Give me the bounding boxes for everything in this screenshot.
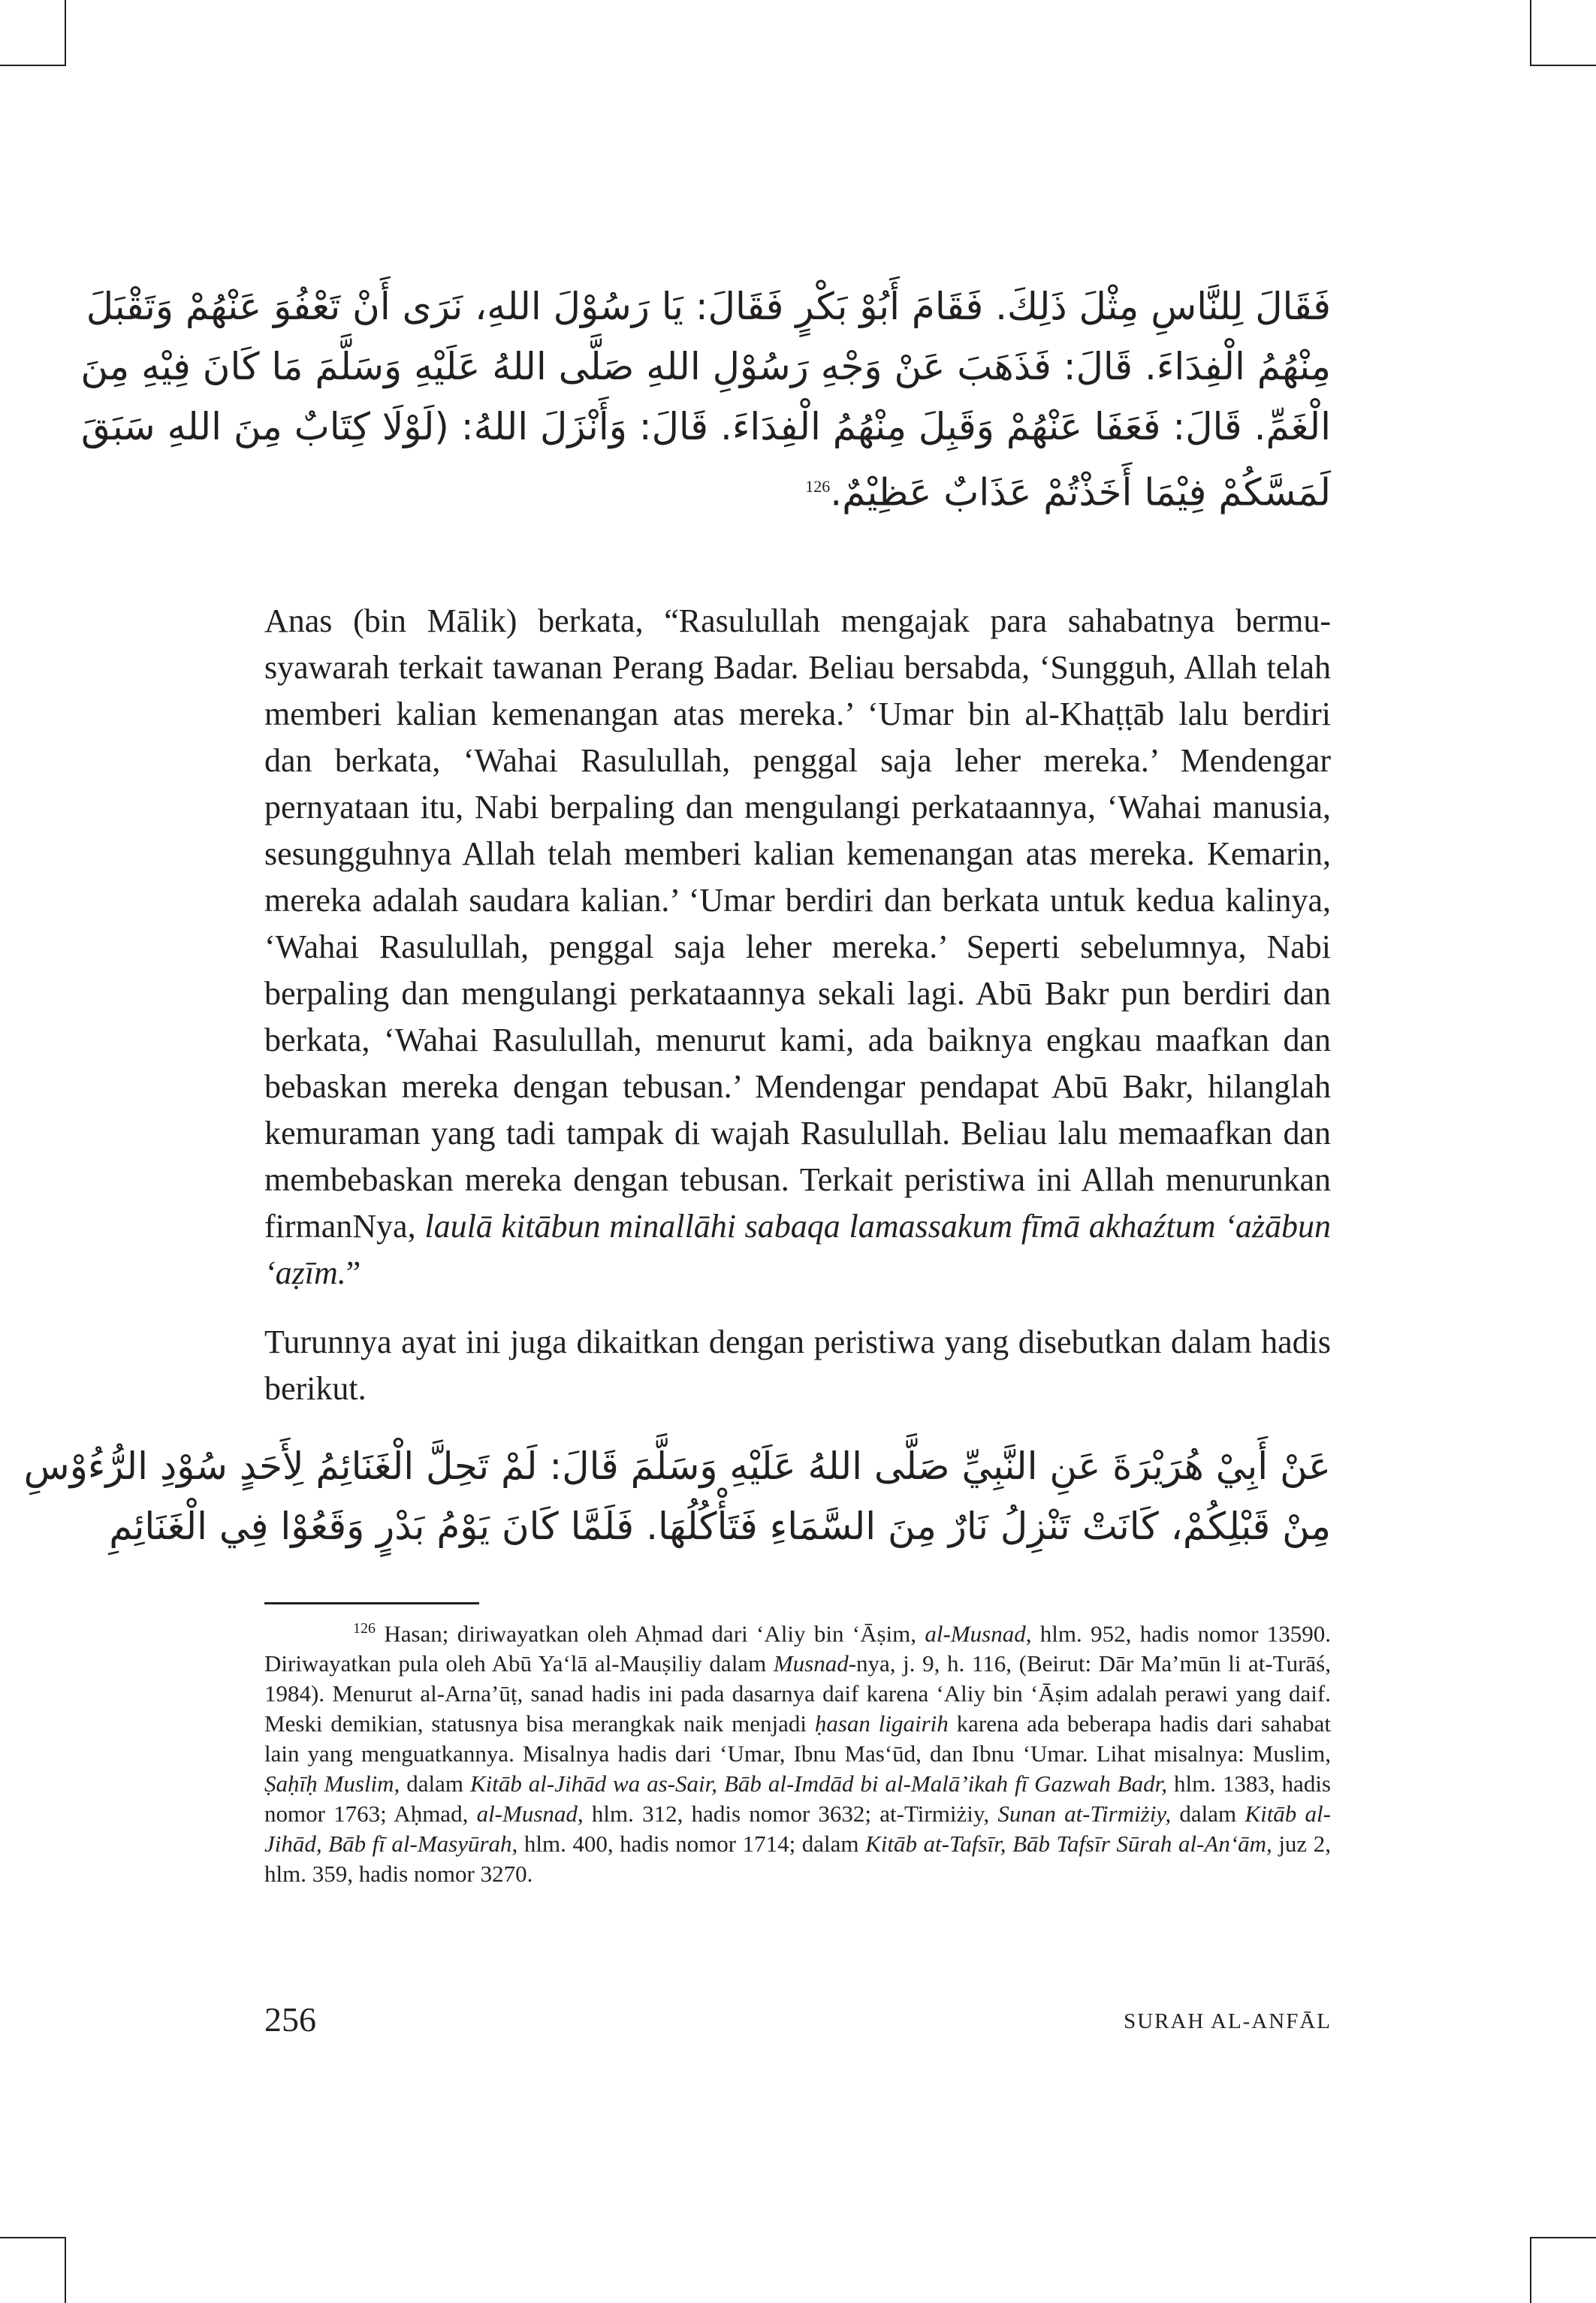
footnote-citation-italic: al-Musnad bbox=[925, 1620, 1026, 1647]
crop-mark bbox=[65, 0, 66, 66]
footnote-citation-italic: ḥasan ligairih bbox=[814, 1710, 949, 1737]
page-number: 256 bbox=[264, 2000, 316, 2039]
translation-paragraph bbox=[264, 598, 1331, 1296]
footnote-citation-italic: Musnad bbox=[773, 1650, 849, 1677]
closing-quote: ” bbox=[345, 1254, 361, 1291]
crop-mark bbox=[0, 65, 66, 66]
paragraph-text: Turunnya ayat ini juga dikaitkan dengan peristiwa yang disebutkan dalam hadis berikut. bbox=[264, 1324, 1331, 1407]
crop-mark bbox=[1530, 0, 1531, 66]
footnote-separator bbox=[264, 1602, 479, 1604]
arabic-line: فَقَالَ لِلنَّاسِ مِثْلَ ذَلِكَ. فَقَامَ أَبُوْ بَكْرٍ فَقَالَ: يَا رَسُوْلَ اللهِ، نَرَى أَنْ تَعْفُوَ عَنْهُمْ وَتَقْبَلَ bbox=[86, 285, 1331, 328]
footnote-text: karena ada beberapa hadis dari sahabat lain yang menguatkannya. Misalnya hadis dari ‘Umar, Ibnu Mas‘ūd, dan Ibnu ‘Umar. Lihat misalnya: Muslim, bbox=[264, 1710, 1331, 1767]
footnote-citation-italic: Kitāb at-Tafsīr, Bāb Tafsīr Sūrah al-An‘ām, bbox=[865, 1831, 1272, 1858]
footnote-citation-italic: al-Musnad bbox=[476, 1800, 578, 1828]
arabic-line bbox=[264, 457, 1331, 517]
footnote-text: , hlm. 952, hadis nomor 13590. Diriwayatkan pula oleh Abū Ya‘lā al-Mauṣiliy dalam bbox=[264, 1620, 1331, 1677]
crop-mark bbox=[65, 2237, 66, 2303]
quran-transliteration: laulā kitābun minallāhi sabaqa lamassakum fīmā akhaźtum ‘ażābun ‘aẓīm. bbox=[264, 1208, 1331, 1291]
footnote-text: -nya, j. 9, h. 116, (Beirut: Dār Ma’mūn li at-Turāś, 1984). Menurut al-Arna’ūṭ, sanad hadis ini pada dasarnya daif karena ‘Aliy bin ‘Āṣim adalah perawi yang daif. Meski demikian, statusnya bisa merangkak naik menjadi bbox=[264, 1650, 1331, 1737]
footnote-number: 126 bbox=[353, 1620, 376, 1637]
footnote-body bbox=[264, 1620, 1331, 1887]
footnote bbox=[264, 1613, 1331, 1889]
arabic-line: الْغَمِّ. قَالَ: فَعَفَا عَنْهُمْ وَقَبِلَ مِنْهُمُ الْفِدَاءَ. قَالَ: وَأَنْزَلَ اللهُ: (لَوْلَا كِتَابٌ مِنَ اللهِ سَبَقَ bbox=[81, 405, 1331, 448]
crop-mark bbox=[1530, 65, 1596, 66]
arabic-line: مِنْ قَبْلِكُمْ، كَانَتْ تَنْزِلُ نَارٌ مِنَ السَّمَاءِ فَتَأْكُلُهَا. فَلَمَّا كَانَ يَوْمُ بَدْرٍ وَقَعُوْا فِي الْغَنَائِمِ bbox=[109, 1505, 1331, 1548]
arabic-hadith-top bbox=[80, 276, 1331, 517]
paragraph-body: Anas (bin Mālik) berkata, “Rasulullah mengajak para sahabatnya bermusyawarah terkait tawanan Perang Badar. Beliau bersabda, ‘Sungguh, Allah telah memberi kalian kemenangan atas mereka.’ ‘Umar bin al-Khaṭṭāb lalu berdiri dan berkata, ‘Wahai Rasulullah, penggal saja leher mereka.’ Mendengar pernyataan itu, Nabi berpaling dan mengulangi perkataannya, ‘Wahai manusia, sesungguhnya Allah telah memberi kalian kemenangan atas mereka. Kemarin, mereka adalah saudara kalian.’ ‘Umar berdiri dan berkata untuk kedua kalinya, ‘Wahai Rasulullah, penggal saja leher mereka.’ Seperti sebelumnya, Nabi berpaling dan mengulangi perkataannya sekali lagi. Abū Bakr pun berdiri dan berkata, ‘Wahai Rasulullah, menurut kami, ada baiknya engkau maafkan dan bebaskan mereka dengan tebusan.’ Mendengar pendapat Abū Bakr, hilanglah kemuraman yang tadi tampak di wajah Rasulullah. Beliau lalu memaafkan dan membebaskan mereka dengan tebusan. Terkait peristiwa ini Allah menurunkan firmanNya, bbox=[264, 602, 1331, 1245]
arabic-line-text: لَمَسَّكُمْ فِيْمَا أَخَذْتُمْ عَذَابٌ عَظِيْمٌ. bbox=[830, 470, 1331, 515]
footnote-text: dalam bbox=[400, 1770, 470, 1797]
crop-mark bbox=[0, 2237, 66, 2238]
crop-mark bbox=[1530, 2237, 1596, 2238]
footnote-citation-italic: Kitāb al-Jihād wa as-Sair, Bāb al-Imdād bi al-Malā’ikah fī Gazwah Badr, bbox=[469, 1770, 1168, 1797]
footnote-text: dalam bbox=[1171, 1800, 1245, 1828]
arabic-line: مِنْهُمُ الْفِدَاءَ. قَالَ: فَذَهَبَ عَنْ وَجْهِ رَسُوْلِ اللهِ صَلَّى اللهُ عَلَيْهِ وَسَلَّمَ مَا كَانَ فِيْهِ مِنَ bbox=[80, 345, 1331, 388]
footnote-citation-italic: Ṣaḥīḥ Muslim, bbox=[264, 1770, 400, 1797]
footnote-text: , hlm. 312, hadis nomor 3632; at-Tirmiżiy, bbox=[577, 1800, 998, 1828]
arabic-hadith-bottom bbox=[23, 1436, 1331, 1556]
intro-paragraph bbox=[264, 1319, 1331, 1412]
footnote-text: hlm. 400, hadis nomor 1714; dalam bbox=[517, 1831, 866, 1858]
arabic-line: عَنْ أَبِيْ هُرَيْرَةَ عَنِ النَّبِيِّ صَلَّى اللهُ عَلَيْهِ وَسَلَّمَ قَالَ: لَمْ تَحِلَّ الْغَنَائِمُ لِأَحَدٍ سُوْدِ الرُّءُوْسِ bbox=[23, 1444, 1331, 1488]
footnote-text: Hasan; diriwayatkan oleh Aḥmad dari ‘Aliy bin ‘Āṣim, bbox=[376, 1620, 925, 1647]
footnote-citation-italic: Sunan at-Tirmiżiy, bbox=[997, 1800, 1172, 1828]
running-title: SURAH AL-ANFĀL bbox=[1124, 2009, 1332, 2033]
crop-mark bbox=[1530, 2237, 1531, 2303]
footnote-text: hlm. 1383, hadis nomor 1763; Aḥmad, bbox=[264, 1770, 1331, 1828]
paragraph-text bbox=[264, 598, 1331, 1296]
footnote-text: juz 2, hlm. 359, hadis nomor 3270. bbox=[264, 1831, 1331, 1888]
footnote-citation-italic: Kitāb al-Jihād, Bāb fī al-Masyūrah, bbox=[264, 1800, 1331, 1858]
footnote-ref: 126 bbox=[805, 477, 831, 496]
